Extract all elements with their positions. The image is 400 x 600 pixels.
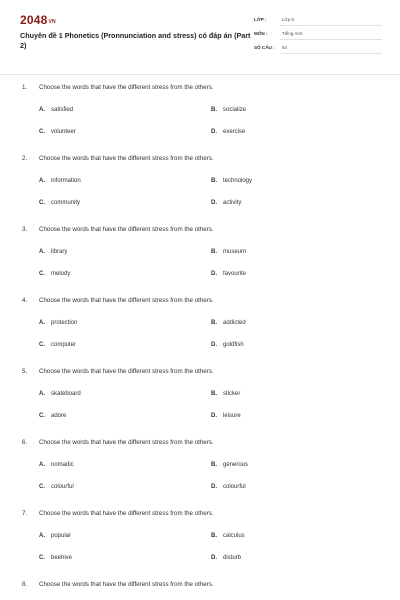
question-2 (0, 155, 400, 225)
option-d[interactable] (211, 200, 241, 206)
option-text: generous (223, 462, 249, 468)
question-number: 5. (22, 368, 28, 375)
question-number: 2. (22, 155, 28, 162)
option-letter: B. (211, 107, 217, 113)
meta-value: Tiếng Anh (282, 31, 303, 36)
meta-label: SỐ CÂU : (254, 45, 275, 50)
meta-row-count (254, 45, 382, 59)
option-text: community (51, 200, 81, 206)
option-b[interactable] (211, 107, 246, 113)
meta-underline (280, 53, 382, 54)
option-text: popular (51, 533, 72, 539)
option-text: colourful (51, 484, 74, 490)
option-d[interactable] (211, 129, 245, 135)
option-letter: B. (211, 320, 217, 326)
question-text: Choose the words that have the different stress from the others. (39, 297, 214, 304)
meta-info (254, 17, 382, 59)
option-c[interactable] (39, 271, 70, 277)
option-letter: D. (211, 129, 217, 135)
option-a[interactable] (39, 249, 67, 255)
question-text: Choose the words that have the different stress from the others. (39, 510, 214, 517)
option-text: colourful (223, 484, 246, 490)
option-letter: D. (211, 342, 217, 348)
question-number: 6. (22, 439, 28, 446)
option-text: addicted (223, 320, 246, 326)
question-number: 8. (22, 581, 28, 588)
option-a[interactable] (39, 533, 71, 539)
option-letter: A. (39, 533, 45, 539)
option-text: computer (51, 342, 77, 348)
option-letter: A. (39, 391, 45, 397)
meta-value: 84 (282, 45, 288, 50)
option-c[interactable] (39, 200, 80, 206)
question-3 (0, 226, 400, 296)
option-b[interactable] (211, 320, 246, 326)
option-text: protection (51, 320, 78, 326)
document-title: Chuyên đề 1 Phonetics (Pronnunciation and stress) có đáp án (Part 2) (20, 31, 251, 50)
question-number: 4. (22, 297, 28, 304)
option-letter: A. (39, 107, 45, 113)
option-letter: A. (39, 178, 45, 184)
option-text: beehive (51, 555, 73, 561)
option-letter: A. (39, 320, 45, 326)
option-letter: C. (39, 413, 45, 419)
option-text: disturb (223, 555, 242, 561)
option-text: satisfied (51, 107, 74, 113)
option-text: adore (51, 413, 67, 419)
option-letter: A. (39, 249, 45, 255)
option-d[interactable] (211, 555, 241, 561)
meta-label: MÔN : (254, 31, 268, 36)
option-d[interactable] (211, 484, 246, 490)
option-text: exercise (223, 129, 246, 135)
page-header (0, 0, 400, 75)
question-number: 3. (22, 226, 28, 233)
option-text: nomadic (51, 462, 74, 468)
question-number: 1. (22, 84, 28, 91)
option-text: sticker (223, 391, 241, 397)
meta-label: LỚP : (254, 17, 267, 22)
option-letter: C. (39, 484, 45, 490)
logo-main: 2048 (20, 13, 48, 27)
question-text: Choose the words that have the different stress from the others. (39, 368, 214, 375)
question-text: Choose the words that have the different stress from the others. (39, 439, 214, 446)
option-a[interactable] (39, 320, 77, 326)
question-1 (0, 84, 400, 154)
option-letter: C. (39, 555, 45, 561)
option-letter: B. (211, 391, 217, 397)
meta-value: Lớp 8 (282, 17, 294, 22)
option-letter: B. (211, 249, 217, 255)
option-letter: D. (211, 271, 217, 277)
meta-underline (280, 39, 382, 40)
option-b[interactable] (211, 178, 252, 184)
meta-row-subject (254, 31, 382, 45)
option-text: favourite (223, 271, 247, 277)
option-letter: C. (39, 129, 45, 135)
option-a[interactable] (39, 107, 73, 113)
option-letter: D. (211, 484, 217, 490)
question-6 (0, 439, 400, 509)
question-4 (0, 297, 400, 367)
question-7 (0, 510, 400, 580)
option-text: museum (223, 249, 247, 255)
option-text: activity (223, 200, 242, 206)
option-d[interactable] (211, 271, 246, 277)
question-text: Choose the words that have the different stress from the others. (39, 84, 214, 91)
option-letter: C. (39, 271, 45, 277)
option-text: technology (223, 178, 253, 184)
option-text: calculus (223, 533, 245, 539)
option-text: skateboard (51, 391, 81, 397)
option-letter: D. (211, 413, 217, 419)
option-letter: C. (39, 342, 45, 348)
option-b[interactable] (211, 249, 246, 255)
option-b[interactable] (211, 391, 240, 397)
question-text: Choose the words that have the different stress from the others. (39, 226, 214, 233)
option-letter: B. (211, 178, 217, 184)
option-text: leisure (223, 413, 241, 419)
question-number: 7. (22, 510, 28, 517)
question-8 (0, 581, 400, 597)
option-text: goldfish (223, 342, 244, 348)
option-text: library (51, 249, 68, 255)
option-c[interactable] (39, 342, 76, 348)
option-text: volunteer (51, 129, 76, 135)
option-c[interactable] (39, 413, 66, 419)
question-text: Choose the words that have the different stress from the others. (39, 155, 214, 162)
option-letter: C. (39, 200, 45, 206)
option-b[interactable] (211, 533, 245, 539)
question-5 (0, 368, 400, 438)
option-text: socialize (223, 107, 247, 113)
option-a[interactable] (39, 178, 81, 184)
option-text: melody (51, 271, 71, 277)
option-a[interactable] (39, 391, 81, 397)
option-letter: A. (39, 462, 45, 468)
option-c[interactable] (39, 129, 76, 135)
option-d[interactable] (211, 413, 241, 419)
meta-row-class (254, 17, 382, 31)
site-logo[interactable] (20, 13, 56, 27)
option-letter: B. (211, 533, 217, 539)
question-text: Choose the words that have the different stress from the others. (39, 581, 214, 588)
option-letter: B. (211, 462, 217, 468)
option-b[interactable] (211, 462, 248, 468)
option-d[interactable] (211, 342, 244, 348)
option-c[interactable] (39, 555, 72, 561)
option-letter: D. (211, 200, 217, 206)
option-c[interactable] (39, 484, 74, 490)
meta-underline (280, 25, 382, 26)
option-a[interactable] (39, 462, 74, 468)
option-text: information (51, 178, 81, 184)
option-letter: D. (211, 555, 217, 561)
logo-suffix: VN (48, 19, 56, 25)
